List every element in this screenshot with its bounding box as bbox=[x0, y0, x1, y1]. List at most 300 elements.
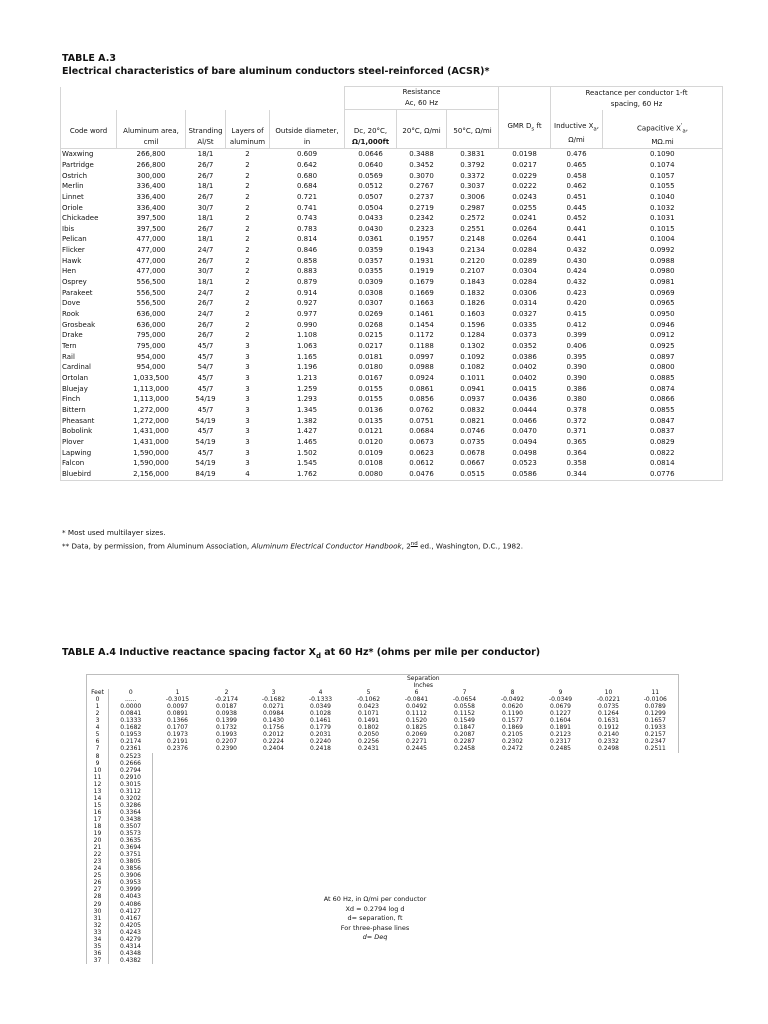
a4-value-cell: 0.3438 bbox=[109, 816, 153, 823]
a4-empty-cell bbox=[153, 893, 203, 900]
a4-empty-cell bbox=[297, 809, 345, 816]
cell-layers: 2 bbox=[245, 160, 250, 169]
a4-feet-cell: 14 bbox=[87, 795, 109, 802]
a4-value-cell: 0.0841 bbox=[120, 710, 142, 718]
table-a3-label: TABLE A.3 bbox=[62, 53, 116, 64]
cell-capacitive-xa: 0.0912 bbox=[603, 330, 723, 341]
a4-empty-cell bbox=[633, 922, 679, 929]
cell-outside-diameter: 0.743 bbox=[296, 214, 318, 223]
a4-empty-cell bbox=[393, 802, 441, 809]
table-row bbox=[61, 149, 723, 160]
cell-aluminum-area: 1,113,000 bbox=[133, 384, 169, 393]
cell-capacitive-xa: 0.1057 bbox=[603, 171, 723, 182]
table-a3-title: Electrical characteristics of bare aluminum conductors steel-reinforced (ACSR)* bbox=[62, 66, 490, 77]
cell-code-word: Finch bbox=[61, 394, 117, 405]
a4-empty-cell bbox=[537, 901, 585, 908]
a4-value-cell: 0.4127 bbox=[109, 908, 153, 915]
cell-code-word: Parakeet bbox=[61, 288, 117, 299]
a4-feet-cell: 13 bbox=[87, 788, 109, 795]
table-row bbox=[87, 738, 679, 745]
table-row bbox=[87, 745, 679, 752]
a4-empty-cell bbox=[633, 865, 679, 872]
a4-empty-cell bbox=[203, 879, 251, 886]
table-row bbox=[87, 844, 679, 851]
a4-empty-cell bbox=[153, 936, 203, 943]
table-row bbox=[61, 256, 723, 267]
cell-capacitive-xa: 0.0885 bbox=[603, 373, 723, 384]
cell-dc-resistance: 0.0215 bbox=[358, 331, 383, 340]
table-row bbox=[61, 362, 723, 373]
cell-code-word: Rail bbox=[61, 352, 117, 363]
cell-dc-resistance: 0.0109 bbox=[358, 448, 383, 457]
a4-empty-cell bbox=[585, 886, 633, 893]
table-row bbox=[87, 823, 679, 830]
cell-inductive-xa: 0.358 bbox=[566, 459, 587, 468]
cell-layers: 3 bbox=[245, 384, 250, 393]
a4-empty-cell bbox=[297, 886, 345, 893]
a4-value-cell: 0.1366 bbox=[167, 717, 188, 725]
a4-empty-cell bbox=[297, 858, 345, 865]
a4-empty-cell bbox=[585, 795, 633, 802]
a4-empty-cell bbox=[585, 865, 633, 872]
a4-empty-cell bbox=[203, 760, 251, 767]
cell-aluminum-area: 1,431,000 bbox=[133, 427, 169, 436]
cell-gmr: 0.0217 bbox=[512, 160, 537, 169]
cell-capacitive-xa: 0.0950 bbox=[603, 309, 723, 320]
a4-empty-cell bbox=[203, 858, 251, 865]
a4-empty-cell bbox=[393, 809, 441, 816]
cell-stranding: 30/7 bbox=[197, 203, 214, 212]
cell-dc-resistance: 0.0120 bbox=[358, 437, 383, 446]
a4-empty-cell bbox=[633, 774, 679, 781]
cell-outside-diameter: 0.879 bbox=[296, 278, 318, 287]
cell-outside-diameter: 0.741 bbox=[296, 203, 318, 212]
a4-feet-cell: 25 bbox=[87, 872, 109, 879]
a4-empty-cell bbox=[345, 760, 393, 767]
a4-value-cell: 0.0679 bbox=[550, 703, 571, 711]
cell-ac-resistance-50c: 0.3831 bbox=[460, 150, 485, 159]
cell-code-word: Osprey bbox=[61, 277, 117, 288]
a4-empty-cell bbox=[489, 936, 537, 943]
a4-empty-cell bbox=[251, 781, 297, 788]
cell-ac-resistance-20c: 0.0684 bbox=[409, 427, 434, 436]
a4-feet-cell: 32 bbox=[87, 922, 109, 929]
a4-empty-cell bbox=[345, 872, 393, 879]
a4-value-cell: 0.1491 bbox=[358, 717, 379, 725]
a4-feet-cell: 11 bbox=[87, 774, 109, 781]
cell-dc-resistance: 0.0361 bbox=[358, 235, 383, 244]
table-row bbox=[87, 802, 679, 809]
a4-value-cell: 0.3286 bbox=[109, 802, 153, 809]
cell-outside-diameter: 0.609 bbox=[296, 150, 318, 159]
a4-empty-cell bbox=[345, 879, 393, 886]
cell-ac-resistance-50c: 0.1082 bbox=[460, 363, 485, 372]
a4-empty-cell bbox=[297, 865, 345, 872]
cell-code-word: Grosbeak bbox=[61, 320, 117, 331]
a4-empty-cell bbox=[633, 901, 679, 908]
cell-inductive-xa: 0.441 bbox=[566, 235, 587, 244]
a4-empty-cell bbox=[537, 823, 585, 830]
a4-value-cell: 0.2361 bbox=[120, 745, 142, 753]
a4-empty-cell bbox=[345, 943, 393, 950]
a4-empty-cell bbox=[585, 950, 633, 957]
a4-feet-cell: 26 bbox=[87, 879, 109, 886]
cell-layers: 2 bbox=[245, 150, 250, 159]
cell-inductive-xa: 0.344 bbox=[551, 469, 603, 480]
a4-value-cell: 0.2123 bbox=[550, 731, 571, 739]
table-row bbox=[61, 426, 723, 437]
a4-value-cell: 0.2498 bbox=[598, 745, 619, 753]
cell-outside-diameter: 1.427 bbox=[296, 427, 318, 436]
a4-empty-cell bbox=[251, 858, 297, 865]
table-row bbox=[61, 352, 723, 363]
a4-feet-cell: 34 bbox=[87, 936, 109, 943]
cell-inductive-xa: 0.432 bbox=[566, 278, 587, 287]
cell-aluminum-area: 1,590,000 bbox=[133, 459, 169, 468]
cell-aluminum-area: 477,000 bbox=[136, 256, 166, 265]
a4-empty-cell bbox=[345, 837, 393, 844]
cell-aluminum-area: 954,000 bbox=[136, 352, 166, 361]
a4-empty-cell bbox=[297, 851, 345, 858]
a4-empty-cell bbox=[345, 886, 393, 893]
cell-ac-resistance-20c: 0.3070 bbox=[409, 171, 434, 180]
a4-empty-cell bbox=[251, 767, 297, 774]
header-stranding-1: Stranding bbox=[188, 127, 223, 136]
cell-ac-resistance-20c: 0.3452 bbox=[409, 160, 434, 169]
a4-value-cell: 0.1912 bbox=[598, 724, 619, 732]
cell-stranding: 26/7 bbox=[197, 299, 214, 308]
cell-stranding: 18/1 bbox=[197, 235, 214, 244]
a4-empty-cell bbox=[489, 901, 537, 908]
a4-value-cell: 0.2050 bbox=[358, 731, 379, 739]
a4-empty-cell bbox=[489, 915, 537, 922]
table-a3-body bbox=[61, 149, 723, 480]
cell-layers: 3 bbox=[245, 437, 250, 446]
table-row bbox=[61, 394, 723, 405]
a4-value-cell: 0.2256 bbox=[358, 738, 379, 746]
cell-inductive-xa: 0.465 bbox=[566, 160, 587, 169]
cell-gmr: 0.0264 bbox=[512, 235, 537, 244]
cell-outside-diameter: 0.990 bbox=[296, 320, 318, 329]
a4-empty-cell bbox=[153, 802, 203, 809]
cell-gmr: 0.0494 bbox=[512, 437, 537, 446]
a4-empty-cell bbox=[489, 753, 537, 760]
a4-value-cell: 0.1657 bbox=[633, 717, 679, 724]
cell-dc-resistance: 0.0268 bbox=[358, 320, 383, 329]
cell-code-word: Linnet bbox=[61, 192, 117, 203]
cell-aluminum-area: 795,000 bbox=[136, 331, 166, 340]
cell-layers: 2 bbox=[245, 224, 250, 233]
cell-dc-resistance: 0.0359 bbox=[358, 246, 383, 255]
cell-inductive-xa: 0.462 bbox=[566, 182, 587, 191]
cell-dc-resistance: 0.0180 bbox=[358, 363, 383, 372]
a4-value-cell: 0.0097 bbox=[167, 703, 188, 711]
a4-empty-cell bbox=[441, 781, 489, 788]
cell-capacitive-xa: 0.0946 bbox=[603, 320, 723, 331]
a4-empty-cell bbox=[153, 915, 203, 922]
a4-value-cell: 0.2404 bbox=[263, 745, 284, 753]
a4-empty-cell bbox=[251, 823, 297, 830]
a4-empty-cell bbox=[251, 908, 297, 915]
a4-empty-cell bbox=[203, 767, 251, 774]
a4-empty-cell bbox=[441, 865, 489, 872]
cell-outside-diameter: 1.382 bbox=[296, 416, 318, 425]
a4-empty-cell bbox=[441, 879, 489, 886]
a4-value-cell: 0.3856 bbox=[109, 865, 153, 872]
a4-empty-cell bbox=[153, 865, 203, 872]
a4-inch-header: 0 bbox=[128, 689, 133, 697]
cell-ac-resistance-50c: 0.2987 bbox=[460, 203, 485, 212]
cell-capacitive-xa: 0.0981 bbox=[603, 277, 723, 288]
cell-dc-resistance: 0.0433 bbox=[358, 214, 383, 223]
cell-aluminum-area: 336,400 bbox=[136, 192, 166, 201]
cell-code-word: Rook bbox=[61, 309, 117, 320]
a4-empty-cell bbox=[537, 767, 585, 774]
a4-empty-cell bbox=[203, 837, 251, 844]
cell-stranding: 26/7 bbox=[197, 171, 214, 180]
a4-value-cell: 0.3202 bbox=[109, 795, 153, 802]
cell-aluminum-area: 556,500 bbox=[136, 299, 166, 308]
a4-empty-cell bbox=[585, 823, 633, 830]
a4-empty-cell bbox=[585, 767, 633, 774]
a4-value-cell: 0.1333 bbox=[120, 717, 142, 725]
cell-layers: 2 bbox=[245, 310, 250, 319]
a4-value-cell: 0.1152 bbox=[454, 710, 475, 718]
a4-empty-cell bbox=[441, 851, 489, 858]
a4-value-cell: 0.1682 bbox=[120, 724, 142, 732]
a4-feet-cell: 10 bbox=[87, 767, 109, 774]
cell-stranding: 18/1 bbox=[197, 214, 214, 223]
table-row bbox=[61, 384, 723, 395]
table-row bbox=[87, 816, 679, 823]
a4-empty-cell bbox=[251, 915, 297, 922]
cell-inductive-xa: 0.390 bbox=[566, 374, 587, 382]
a4-empty-cell bbox=[585, 809, 633, 816]
a4-value-cell: 0.1869 bbox=[502, 724, 523, 732]
a4-value-cell: 0.1028 bbox=[310, 710, 331, 718]
a4-empty-cell bbox=[393, 844, 441, 851]
a4-value-cell: 0.1973 bbox=[167, 731, 188, 739]
a4-empty-cell bbox=[489, 865, 537, 872]
a4-empty-cell bbox=[585, 936, 633, 943]
a4-empty-cell bbox=[203, 830, 251, 837]
a4-empty-cell bbox=[345, 823, 393, 830]
a4-feet-cell: 28 bbox=[87, 893, 109, 900]
a4-value-cell: 0.2087 bbox=[454, 731, 475, 739]
cell-outside-diameter: 1.293 bbox=[296, 395, 318, 404]
cell-gmr: 0.0327 bbox=[512, 310, 537, 319]
cell-dc-resistance: 0.0646 bbox=[358, 150, 383, 159]
a4-value-cell: 0.4382 bbox=[109, 957, 153, 964]
a4-feet-cell: 0 bbox=[87, 696, 109, 703]
a4-empty-cell bbox=[585, 844, 633, 851]
a4-empty-cell bbox=[585, 837, 633, 844]
cell-layers: 3 bbox=[245, 448, 250, 457]
cell-aluminum-area: 300,000 bbox=[136, 171, 166, 180]
cell-ac-resistance-50c: 0.1603 bbox=[460, 310, 485, 319]
table-row bbox=[61, 416, 723, 427]
a4-empty-cell bbox=[297, 830, 345, 837]
cell-dc-resistance: 0.0217 bbox=[358, 342, 383, 351]
cell-ac-resistance-50c: 0.1092 bbox=[460, 352, 485, 361]
a4-empty-cell bbox=[345, 767, 393, 774]
cell-dc-resistance: 0.0307 bbox=[358, 299, 383, 308]
cell-ac-resistance-50c: 0.1011 bbox=[460, 374, 485, 382]
a4-feet-label: Feet bbox=[87, 689, 109, 696]
cell-code-word: Bluebird bbox=[61, 469, 117, 480]
a4-empty-cell bbox=[393, 753, 441, 760]
header-r20: 20°C, Ω/mi bbox=[402, 127, 441, 136]
a4-empty-cell bbox=[153, 753, 203, 760]
cell-stranding: 54/7 bbox=[197, 363, 214, 372]
a4-feet-cell: 37 bbox=[87, 957, 109, 964]
header-row-group bbox=[61, 87, 723, 110]
a4-empty-cell bbox=[585, 922, 633, 929]
table-row bbox=[61, 203, 723, 214]
a4-empty-cell bbox=[633, 858, 679, 865]
a4-empty-cell bbox=[633, 809, 679, 816]
a4-empty-cell bbox=[633, 837, 679, 844]
cell-code-word: Bittern bbox=[61, 405, 117, 416]
a4-empty-cell bbox=[297, 950, 345, 957]
cell-dc-resistance: 0.0504 bbox=[358, 203, 383, 212]
a4-value-cell: 0.1732 bbox=[216, 724, 237, 732]
a4-value-cell: 0.0423 bbox=[358, 703, 379, 711]
a4-empty-cell bbox=[203, 893, 251, 900]
cell-ac-resistance-20c: 0.3488 bbox=[409, 150, 434, 159]
a4-empty-cell bbox=[297, 844, 345, 851]
cell-code-word: Pheasant bbox=[61, 416, 117, 427]
cell-dc-resistance: 0.0167 bbox=[358, 374, 383, 382]
cell-ac-resistance-50c: 0.3006 bbox=[460, 192, 485, 201]
a4-empty-cell bbox=[633, 886, 679, 893]
cell-stranding: 30/7 bbox=[197, 267, 214, 276]
a4-value-cell: 0.2207 bbox=[216, 738, 237, 746]
cell-ac-resistance-20c: 0.0751 bbox=[409, 416, 434, 425]
a4-empty-cell bbox=[441, 788, 489, 795]
a4-empty-cell bbox=[489, 767, 537, 774]
a4-empty-cell bbox=[251, 851, 297, 858]
a4-empty-cell bbox=[393, 816, 441, 823]
cell-ac-resistance-50c: 0.1826 bbox=[460, 299, 485, 308]
cell-outside-diameter: 0.858 bbox=[296, 256, 318, 265]
header-code-word: Code word bbox=[69, 127, 108, 136]
a4-empty-cell bbox=[585, 893, 633, 900]
a4-value-cell: 0.0349 bbox=[310, 703, 331, 711]
cell-outside-diameter: 1.345 bbox=[296, 405, 318, 414]
a4-empty-cell bbox=[203, 795, 251, 802]
cell-ac-resistance-50c: 0.0667 bbox=[460, 459, 485, 468]
a4-inch-header: 4 bbox=[318, 689, 323, 697]
a4-empty-cell bbox=[585, 943, 633, 950]
a4-empty-cell bbox=[345, 830, 393, 837]
cell-inductive-xa: 0.395 bbox=[566, 352, 587, 361]
a4-empty-cell bbox=[633, 781, 679, 788]
cell-ac-resistance-50c: 0.0746 bbox=[460, 427, 485, 436]
cell-ac-resistance-20c: 0.2719 bbox=[409, 203, 434, 212]
cell-aluminum-area: 1,431,000 bbox=[133, 437, 169, 446]
a4-empty-cell bbox=[153, 929, 203, 936]
cell-dc-resistance: 0.0308 bbox=[358, 288, 383, 297]
cell-ac-resistance-20c: 0.0988 bbox=[409, 363, 434, 372]
a4-feet-cell: 8 bbox=[87, 753, 109, 760]
a4-inch-header: 6 bbox=[414, 689, 419, 697]
a4-empty-cell bbox=[251, 886, 297, 893]
cell-dc-resistance: 0.0357 bbox=[358, 256, 383, 265]
a4-value-cell: 0.4243 bbox=[109, 929, 153, 936]
cell-code-word: Lapwing bbox=[61, 448, 117, 459]
cell-ac-resistance-50c: 0.0515 bbox=[447, 469, 499, 480]
cell-inductive-xa: 0.364 bbox=[566, 448, 587, 457]
cell-layers: 2 bbox=[245, 192, 250, 201]
cell-gmr: 0.0284 bbox=[512, 246, 537, 255]
a4-value-cell: 0.2224 bbox=[263, 738, 284, 746]
a4-empty-cell bbox=[203, 957, 251, 964]
a4-empty-cell bbox=[489, 823, 537, 830]
a4-empty-cell bbox=[537, 865, 585, 872]
a4-empty-cell bbox=[251, 893, 297, 900]
cell-code-word: Cardinal bbox=[61, 362, 117, 373]
cell-gmr: 0.0436 bbox=[512, 395, 537, 404]
a4-value-cell: 0.2031 bbox=[310, 731, 331, 739]
a4-empty-cell bbox=[633, 950, 679, 957]
a4-value-cell: 0.1631 bbox=[598, 717, 619, 725]
cell-aluminum-area: 636,000 bbox=[136, 320, 166, 329]
a4-value-cell: 0.2069 bbox=[406, 731, 427, 739]
cell-dc-resistance: 0.0507 bbox=[358, 192, 383, 201]
a4-empty-cell bbox=[251, 865, 297, 872]
a4-empty-cell bbox=[633, 872, 679, 879]
table-row bbox=[87, 767, 679, 774]
cell-aluminum-area: 1,033,500 bbox=[133, 374, 169, 382]
a4-empty-cell bbox=[633, 957, 679, 964]
cell-capacitive-xa: 0.0800 bbox=[603, 362, 723, 373]
cell-gmr: 0.0284 bbox=[512, 278, 537, 287]
a4-value-cell: 0.2376 bbox=[167, 745, 188, 753]
a4-value-cell: 0.0735 bbox=[598, 703, 619, 711]
header-capacitive-unit: MΩ.mi bbox=[651, 138, 674, 147]
cell-gmr: 0.0444 bbox=[512, 405, 537, 414]
a4-empty-cell bbox=[441, 760, 489, 767]
cell-stranding: 45/7 bbox=[197, 352, 214, 361]
cell-ac-resistance-20c: 0.1461 bbox=[409, 310, 434, 319]
a4-empty-cell bbox=[441, 795, 489, 802]
a4-value-cell: 0.1112 bbox=[406, 710, 427, 718]
cell-outside-diameter: 0.977 bbox=[296, 310, 318, 319]
a4-empty-cell bbox=[153, 823, 203, 830]
a4-empty-cell bbox=[537, 788, 585, 795]
cell-dc-resistance: 0.0080 bbox=[345, 469, 397, 480]
cell-ac-resistance-20c: 0.0476 bbox=[397, 469, 447, 480]
a4-empty-cell bbox=[585, 957, 633, 964]
cell-outside-diameter: 0.814 bbox=[296, 235, 318, 244]
a4-empty-cell bbox=[345, 858, 393, 865]
a4-feet-cell: 31 bbox=[87, 915, 109, 922]
a4-feet-cell: 2 bbox=[87, 710, 109, 717]
a4-separation-row bbox=[87, 675, 679, 690]
a4-empty-cell bbox=[153, 851, 203, 858]
cell-stranding: 45/7 bbox=[197, 342, 214, 351]
cell-layers: 2 bbox=[245, 288, 250, 297]
a4-empty-cell bbox=[251, 922, 297, 929]
cell-ac-resistance-20c: 0.1172 bbox=[409, 331, 434, 340]
cell-dc-resistance: 0.0155 bbox=[358, 395, 383, 404]
cell-layers: 2 bbox=[245, 331, 250, 340]
a4-empty-cell bbox=[489, 893, 537, 900]
a4-value-cell: ...... bbox=[125, 696, 137, 704]
a4-value-cell: 0.1264 bbox=[598, 710, 619, 718]
a4-empty-cell bbox=[203, 950, 251, 957]
